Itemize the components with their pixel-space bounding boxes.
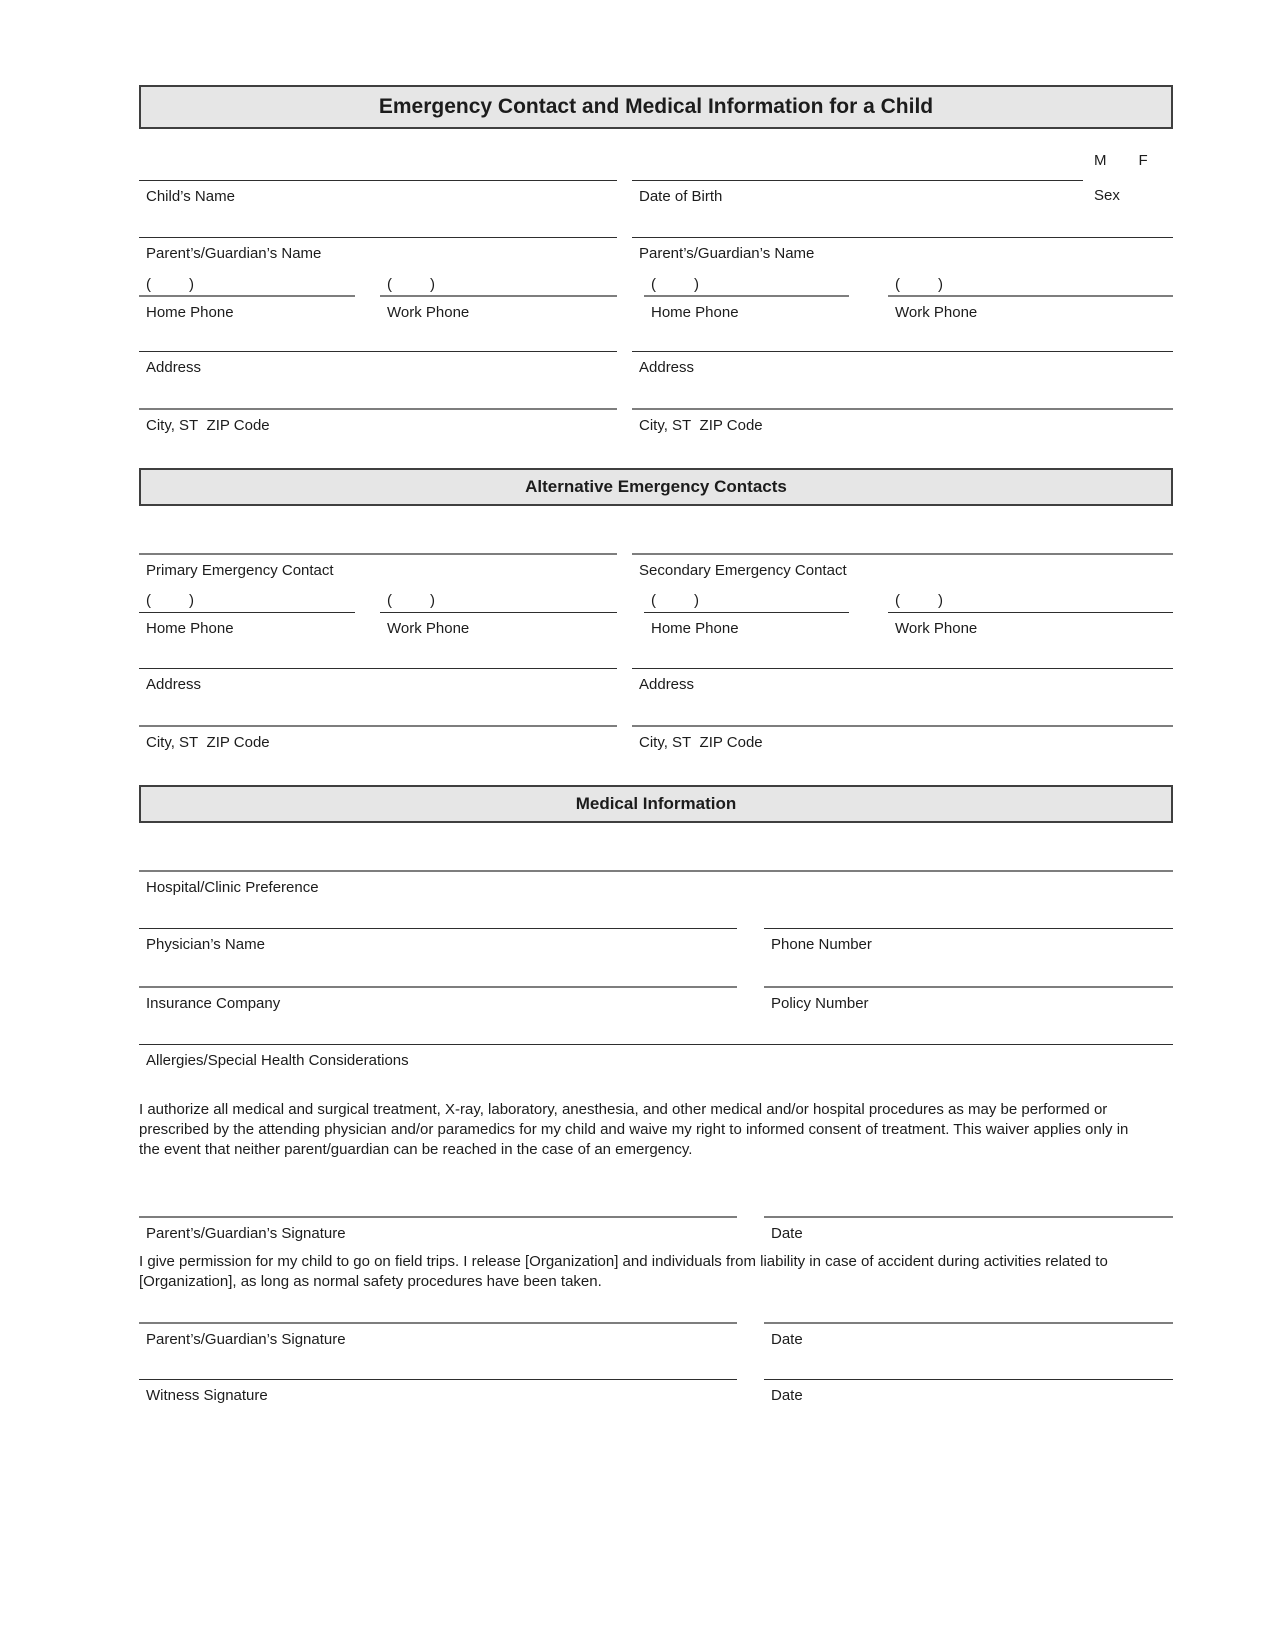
field-label: Parent’s/Guardian’s Name xyxy=(639,245,815,262)
field-label: City, ST ZIP Code xyxy=(639,417,763,434)
field-label: Work Phone xyxy=(895,304,978,321)
field-witness-signature xyxy=(139,1379,737,1404)
field-label: Date of Birth xyxy=(639,188,723,205)
area-code-parens xyxy=(895,276,943,293)
field-allergies xyxy=(139,1044,1173,1069)
field-parent1-work-phone xyxy=(380,276,617,321)
field-parent2-home-phone xyxy=(644,276,849,321)
paren-open: ( xyxy=(146,592,151,609)
field-date-1 xyxy=(764,1216,1173,1242)
field-hospital-preference xyxy=(139,870,1173,896)
sex-option-f: F xyxy=(1138,152,1148,169)
field-parent2-address xyxy=(632,351,1173,376)
field-label: Insurance Company xyxy=(146,995,281,1012)
field-primary-contact xyxy=(139,553,617,579)
field-secondary-home-phone xyxy=(644,592,849,637)
field-label: Parent’s/Guardian’s Signature xyxy=(146,1331,346,1348)
field-primary-home-phone xyxy=(139,592,355,637)
field-label: Phone Number xyxy=(771,936,872,953)
field-parent-signature-2 xyxy=(139,1322,737,1348)
field-primary-city xyxy=(139,725,617,751)
paren-open: ( xyxy=(651,276,656,293)
paren-close: ) xyxy=(694,276,699,293)
field-label: Parent’s/Guardian’s Signature xyxy=(146,1225,346,1242)
paren-open: ( xyxy=(387,592,392,609)
area-code-parens xyxy=(146,276,194,293)
field-secondary-contact xyxy=(632,553,1173,579)
paren-open: ( xyxy=(651,592,656,609)
paren-close: ) xyxy=(938,276,943,293)
field-date-3 xyxy=(764,1379,1173,1404)
paren-open: ( xyxy=(895,592,900,609)
field-label: Address xyxy=(639,676,695,693)
field-label: Policy Number xyxy=(771,995,869,1012)
field-label: Home Phone xyxy=(651,620,739,637)
field-parent1-name xyxy=(139,237,617,262)
field-label: Work Phone xyxy=(387,304,470,321)
field-label: Date xyxy=(771,1225,803,1242)
sex-option-m: M xyxy=(1094,152,1107,169)
field-label: City, ST ZIP Code xyxy=(639,734,763,751)
field-physician-name xyxy=(139,928,737,953)
area-code-parens xyxy=(651,276,699,293)
area-code-parens xyxy=(387,276,435,293)
form-title-text: Emergency Contact and Medical Information for a Child xyxy=(378,95,934,118)
field-label: Hospital/Clinic Preference xyxy=(146,879,319,896)
paren-close: ) xyxy=(430,592,435,609)
section-medical-information xyxy=(139,785,1173,823)
field-label: Address xyxy=(146,676,202,693)
section-alternative-contacts xyxy=(139,468,1173,506)
field-childs-name xyxy=(139,180,617,205)
field-label: Allergies/Special Health Considerations xyxy=(146,1052,409,1069)
field-label: Secondary Emergency Contact xyxy=(639,562,847,579)
field-parent2-name xyxy=(632,237,1173,262)
field-label: City, ST ZIP Code xyxy=(146,734,270,751)
field-label: Home Phone xyxy=(651,304,739,321)
area-code-parens xyxy=(895,592,943,609)
area-code-parens xyxy=(387,592,435,609)
paren-close: ) xyxy=(189,276,194,293)
field-label: Parent’s/Guardian’s Name xyxy=(146,245,322,262)
field-parent-signature-1 xyxy=(139,1216,737,1242)
section-title-text: Medical Information xyxy=(575,794,737,813)
field-label: Address xyxy=(639,359,695,376)
field-label: Address xyxy=(146,359,202,376)
field-primary-work-phone xyxy=(380,592,617,637)
field-parent2-city xyxy=(632,408,1173,434)
paren-open: ( xyxy=(146,276,151,293)
field-label: Date xyxy=(771,1387,803,1404)
field-policy-number xyxy=(764,986,1173,1012)
field-parent1-home-phone xyxy=(139,276,355,321)
field-label: Home Phone xyxy=(146,620,234,637)
sex-label: Sex xyxy=(1094,187,1120,204)
field-parent1-address xyxy=(139,351,617,376)
field-trip-permission-paragraph: I give permission for my child to go on field trips. I release [Organization] and individuals from liability in case of accident during activities related to [Organization], as long as normal safety procedures have been taken. xyxy=(139,1253,1108,1290)
sex-options xyxy=(1094,152,1148,169)
field-secondary-city xyxy=(632,725,1173,751)
field-label: Work Phone xyxy=(387,620,470,637)
field-label: Child’s Name xyxy=(146,188,235,205)
paren-close: ) xyxy=(938,592,943,609)
field-physician-phone xyxy=(764,928,1173,953)
paren-open: ( xyxy=(895,276,900,293)
paren-close: ) xyxy=(694,592,699,609)
field-parent2-work-phone xyxy=(888,276,1173,321)
field-secondary-address xyxy=(632,668,1173,693)
field-label: Primary Emergency Contact xyxy=(146,562,334,579)
field-label: City, ST ZIP Code xyxy=(146,417,270,434)
field-label: Witness Signature xyxy=(146,1387,268,1404)
field-insurance-company xyxy=(139,986,737,1012)
field-label: Physician’s Name xyxy=(146,936,265,953)
field-date-2 xyxy=(764,1322,1173,1348)
paren-close: ) xyxy=(430,276,435,293)
area-code-parens xyxy=(651,592,699,609)
field-date-of-birth xyxy=(632,180,1083,205)
paren-close: ) xyxy=(189,592,194,609)
field-secondary-work-phone xyxy=(888,592,1173,637)
area-code-parens xyxy=(146,592,194,609)
field-label: Home Phone xyxy=(146,304,234,321)
medical-authorization-paragraph: I authorize all medical and surgical treatment, X-ray, laboratory, anesthesia, and other medical and/or hospital procedures as may be performed or prescribed by the attending physician and/or paramedics for my child and waive my right to informed consent of treatment. This waiver applies only in the event that neither parent/guardian can be reached in the case of an emergency. xyxy=(139,1101,1129,1158)
field-parent1-city xyxy=(139,408,617,434)
paren-open: ( xyxy=(387,276,392,293)
field-primary-address xyxy=(139,668,617,693)
section-title-text: Alternative Emergency Contacts xyxy=(525,477,787,496)
field-label: Work Phone xyxy=(895,620,978,637)
field-label: Date xyxy=(771,1331,803,1348)
form-title xyxy=(139,85,1173,129)
